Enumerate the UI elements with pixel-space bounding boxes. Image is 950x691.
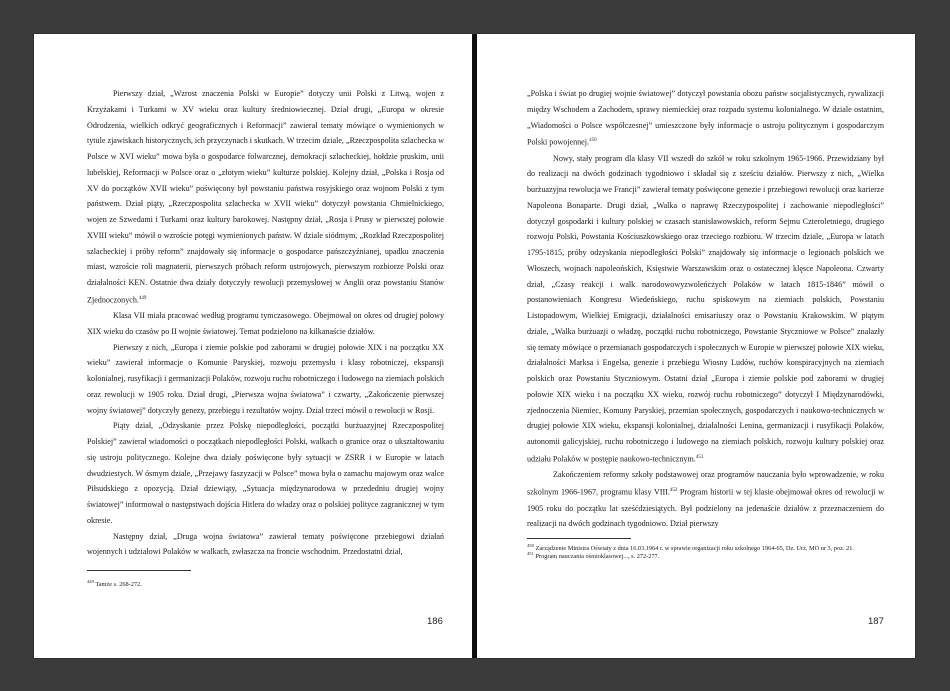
left-page bbox=[34, 34, 472, 658]
paragraph bbox=[527, 86, 884, 151]
footnote-number: 450 bbox=[527, 542, 534, 548]
right-page-body bbox=[527, 86, 884, 561]
footnote-separator bbox=[527, 538, 631, 539]
paragraph: Piąty dział, „Odzyskanie przez Polskę niepodległości, początki burżuazyjnej Rzeczpospolitej Polskiej” zawierał wiadomości o początkach niepodległości Polski, walkach o granice oraz o ukształtowaniu się ustroju politycznego. Kolejne dwa działy poświęcone były sytuacji w ZSRR i w Europie w latach dwudziestych. W ósmym dziale, „Przejawy faszyzacji w Polsce” mowa była o zamachu majowym oraz walce Piłsudskiego z opozycją. Dział dziewiąty, „Sytuacja międzynarodowa w przededniu drugiej wojny światowej” informował o następstwach dojścia Hitlera do władzy oraz o polskiej polityce zagranicznej w tym okresie. bbox=[87, 421, 444, 525]
footnote-ref: 450 bbox=[589, 138, 597, 144]
paragraph: Następny dział, „Druga wojna światowa” zawierał tematy poświęcone przebiegowi działań wojennych i udziałowi Polaków w walkach, zwłaszcza na froncie wschodnim. Przedostatni dział, bbox=[87, 531, 444, 557]
footnote-separator bbox=[87, 570, 191, 571]
footnote bbox=[527, 550, 884, 561]
paragraph bbox=[527, 151, 884, 468]
paragraph-text: Pierwszy dział, „Wzrost znaczenia Polski w Europie” dotyczy unii Polski z Litwą, wojen z Krzyżakami i Turkami w XV wieku oraz kultury średniowiecznej. Dział drugi, „Europa w okresie Odrodzenia, wielkich odkryć geograficznych i Reformacji” zawierał tematy mówiące o wymienionych w tytule zjawiskach historycznych, ich przyczynach i skutkach. W trzecim dziale, „Rzeczpospolita szlachecka w Polsce w XVI wieku” mowa była o gospodarce folwarcznej, demokracji szlacheckiej, hołdzie pruskim, unii lubelskiej, Reformacji w Polsce oraz o „złotym wieku” kulturze polskiej. Kolejny dział, „Polska i Rosja od XV do początków XVII wieku” poświęcony był powstaniu państwa rosyjskiego oraz wojnom Polski z tym państwem. Dział piąty, „Rzeczpospolita szlachecka w XVII wieku” dotyczył powstania Chmielnickiego, wojen ze Szwedami i Turkami oraz kultury barokowej. Następny dział, „Rosja i Prusy w pierwszej połowie XVIII wieku” mówił o wzroście potęgi wymienionych państw. W dziale siódmym, „Rozkład Rzeczpospolitej szlacheckiej i próby reform” znajdowały się informacje o gospodarce pańszczyźnianej, upadku znaczenia miast, wzroście roli magnaterii, pierwszych próbach reform ustrojowych, pierwszym rozbiorze Polski oraz działalności KEN. Ostatnie dwa działy dotyczyły rewolucji przemysłowej w Anglii oraz powstaniu Stanów Zjednoczonych. bbox=[87, 89, 444, 305]
right-page bbox=[477, 34, 915, 658]
footnote-number: 449 bbox=[87, 579, 94, 585]
footnote-text: Program nauczania ośmioklasowej..., s. 272-277. bbox=[535, 553, 660, 561]
paragraph bbox=[527, 467, 884, 532]
footnote-ref: 451 bbox=[695, 454, 704, 460]
footnote-ref: 452 bbox=[669, 488, 678, 494]
paragraph: Pierwszy z nich, „Europa i ziemie polskie pod zaborami w drugiej połowie XIX i na początku XX wieku” zawierał informacje o Komunie Paryskiej, rozwoju przemysłu i klasy robotniczej, ekspansji kolonialnej, rusyfikacji i germanizacji Polaków, rozwoju ruchu robotniczego i ludowego na ziemiach polskich oraz rewolucji w 1905 roku. Dział drugi, „Pierwsza wojna światowa” i czwarty, „Zakończenie pierwszej wojny światowej” dotyczyły genezy, przebiegu i rezultatów wojny. Dział trzeci mówił o rewolucji w Rosji. bbox=[87, 342, 444, 415]
page-number: 187 bbox=[868, 616, 884, 627]
paragraph-text: Program historii w tej klasie obejmował okres od rewolucji w 1905 roku do początku lat sześćdziesiątych. Był podzielony na jedenaście działów z przeznaczeniem do realizacji na dwóch godzinach tygodniowo. Dział pierwszy bbox=[527, 487, 884, 529]
paragraph-text: Zakończeniem reformy szkoły podstawowej oraz programów nauczania było wprowadzenie, w roku szkolnym 1966-1967, programu klasy VIII. bbox=[527, 470, 884, 497]
page-number: 186 bbox=[427, 616, 443, 627]
footnote-text: Zarządzenie Ministra Oświaty z dnia 16.03.1964 r. w sprawie organizacji roku szkolnego 1964-65, Dz. Urz. MO nr 3, poz. 21. bbox=[535, 545, 854, 553]
footnote-number: 451 bbox=[527, 550, 534, 556]
left-page-body bbox=[87, 86, 444, 589]
paragraph bbox=[87, 86, 444, 308]
paragraph-text: „Polska i świat po drugiej wojnie światowej” dotyczył powstania obozu państw socjalistycznych, rywalizacji między Wschodem a Zachodem, sprawy niemieckiej oraz rozpadu systemu kolonialnego. W dziale ostatnim, „Wiadomości o Polsce współczesnej” umieszczone były informacje o ustroju politycznym i gospodarczym Polski powojennej. bbox=[527, 89, 884, 147]
footnote-text: Tamże s. 268-272. bbox=[95, 581, 142, 589]
footnote-ref: 449 bbox=[138, 295, 147, 301]
paragraph-text: Nowy, stały program dla klasy VII wszedł do szkół w roku szkolnym 1965-1966. Przewidziany był do realizacji na dwóch godzinach tygodniowo i składał się z sześciu działów. Pierwszy z nich, „Wielka burżuazyjna rewolucja we Francji” zawierał tematy poświęcone genezie i przebiegowi rewolucji oraz karierze Napoleona Bonaparte. Drugi dział, „Walka o naprawę Rzeczypospolitej i zachowanie niepodległości” dotyczył gospodarki i kultury polskiej w czasach stanisławowskich, reform Sejmu Czteroletniego, drugiego rozwoju Polski, Powstania Kościuszkowskiego oraz trzeciego rozbioru. W trzecim dziale, „Europa w latach 1795-1815, próby odzyskania niepodległości Polski” znajdowały się informacje o legionach polskich we Włoszech, wojnach napoleońskich, Księstwie Warszawskim oraz o ostatecznej klęsce Napoleona. Czwarty dział, „Czasy reakcji i walk narodowowyzwoleńczych Polaków w latach 1815-1846” mówił o postanowieniach Kongresu Wiedeńskiego, ruchu spiskowym na ziemiach polskich, Powstaniu Listopadowym, Wielkiej Emigracji, działalności emisariuszy oraz o Powstaniu Krakowskim. W piątym dziale, „Walka burżuazji o władzę, początki ruchu robotniczego, Powstanie Styczniowe w Polsce” znalazły się tematy mówiące o przemianach gospodarczych i społecznych w Europie w pierwszej połowie XIX wieku, działalności Marksa i Engelsa, genezie i przebiegu Wiosny Ludów, ruchów konspiracyjnych na ziemiach polskich oraz Powstaniu Styczniowym. Ostatni dział „Europa i ziemie polskie pod zaborami w drugiej połowie XIX wieku i na początku XX wieku, rozwój ruchu robotniczego” dotyczył I Międzynarodówki, zjednoczenia Niemiec, Komuny Paryskiej, przemian społecznych, gospodarczych i naukowo-technicznych w drugiej połowie XIX wieku, ekspansji kolonialnej, działalności Lenina, germanizacji i rusyfikacji Polaków, autonomii galicyjskiej, ruchu robotniczego i ludowego na ziemiach polskich, rozwoju kultury polskiej oraz udziału Polaków w postępie naukowo-technicznym. bbox=[527, 153, 884, 464]
paragraph: Klasa VII miała pracować według programu tymczasowego. Obejmował on okres od drugiej połowy XIX wieku do czasów po II wojnie światowej. Temat podzielono na kilkanaście działów. bbox=[87, 311, 444, 336]
footnote bbox=[87, 581, 444, 589]
footnote bbox=[527, 542, 884, 553]
